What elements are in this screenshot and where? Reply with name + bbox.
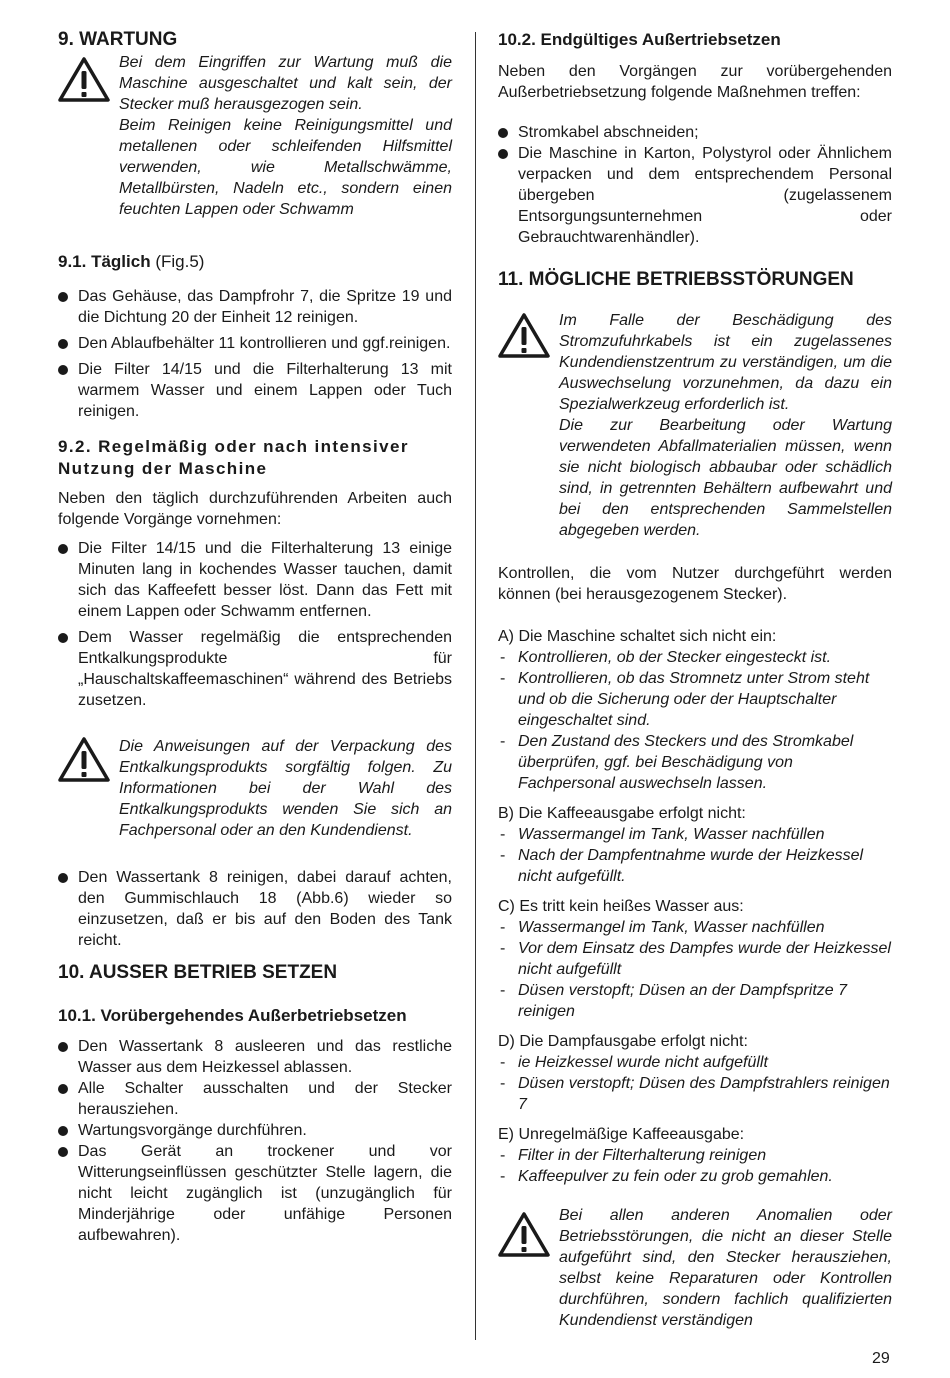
fault-label: E) Unregelmäßige Kaffeeausgabe: (498, 1126, 745, 1143)
fault-group-c (498, 896, 892, 1022)
list-item: Die Maschine in Karton, Polystyrol oder Ähnlichem verpacken und dem entsprechendem Personal übergeben (zugelassenem Entsorgungsunternehmen oder Gebrauchtwarenhändler). (498, 143, 892, 248)
section-9-title: 9. WARTUNG (58, 29, 178, 50)
fault-group-e (498, 1124, 892, 1187)
section-10-2-title: 10.2. Endgültiges Außertriebsetzen (498, 30, 781, 49)
fault-group-d (498, 1031, 892, 1115)
list-item: Dem Wasser regelmäßig die entsprechenden Entkalkungsprodukte für „Hauschaltskaffeemaschinen“ während des Betriebs zusetzen. (58, 627, 452, 711)
figure-reference: (Fig.5) (150, 252, 205, 271)
list-item: - Filter in der Filterhalterung reinigen (498, 1145, 892, 1166)
fault-label: C) Es tritt kein heißes Wasser aus: (498, 898, 744, 915)
section-10-1-title: 10.1. Vorübergehendes Außerbetriebsetzen (58, 1006, 407, 1025)
list-item: Den Wassertank 8 reinigen, dabei darauf achten, den Gummischlauch 18 (Abb.6) wieder so einzusetzen, daß er bis auf den Boden des Tank reicht. (58, 867, 452, 951)
list-item: Wartungsvorgänge durchführen. (58, 1120, 452, 1141)
list-item: - Vor dem Einsatz des Dampfes wurde der Heizkessel nicht aufgefüllt (498, 938, 892, 980)
section-11-intro: Kontrollen, die vom Nutzer durchgeführt werden können (bei herausgezogenem Stecker). (498, 565, 892, 603)
list-item: Die Filter 14/15 und die Filterhalterung 13 einige Minuten lang in kochendes Wasser tauchen, damit sich das Kaffeefett besser löst. Dann das Fett mit einem Lappen oder Schwamm entfernen. (58, 538, 452, 622)
list-item: Stromkabel abschneiden; (498, 122, 892, 143)
list-item: - Nach der Dampfentnahme wurde der Heizkessel nicht aufgefüllt. (498, 845, 892, 887)
fault-label: B) Die Kaffeeausgabe erfolgt nicht: (498, 805, 746, 822)
descaling-warning (58, 736, 452, 841)
warning-text: Im Falle der Beschädigung des Stromzufuhrkabels ist ein zugelassenes Kundendienstzentrum zu verständigen, um die Auswechselung vorzunehmen, da dazu ein Spezialwerkzeug erforderlich ist. (559, 312, 892, 413)
left-column (58, 28, 452, 1246)
daily-list (58, 286, 452, 422)
list-item: Das Gerät an trockener und vor Witterungseinflüssen geschützter Stelle lagern, die nicht leicht zugänglich ist (unzugänglich für Minderjährige oder unfähige Personen aufbewahren). (58, 1141, 452, 1246)
right-column (498, 28, 892, 1331)
fault-label: A) Die Maschine schaltet sich nicht ein: (498, 628, 777, 645)
fault-list (498, 917, 892, 1022)
list-item: - Wassermangel im Tank, Wasser nachfüllen (498, 917, 892, 938)
warning-text: Beim Reinigen keine Reinigungsmittel und metallenen oder schleifenden Hilfsmittel verwenden, wie Metallschwämme, Metallbürsten, Nadeln etc., sondern einen feuchten Lappen oder Schwamm (119, 117, 452, 218)
final-shutdown-list (498, 122, 892, 248)
section-11-title: 11. MÖGLICHE BETRIEBSSTÖRUNGEN (498, 269, 854, 290)
list-item: Die Filter 14/15 und die Filterhalterung 13 mit warmem Wasser und einem Lappen oder Tuch reinigen. (58, 359, 452, 422)
section-10-2-intro: Neben den Vorgängen zur vorübergehenden Außerbetriebsetzung folgende Maßnehmen treffen: (498, 63, 892, 101)
temporary-shutdown-list (58, 1036, 452, 1246)
fault-list (498, 1052, 892, 1115)
list-item: Den Ablaufbehälter 11 kontrollieren und ggf.reinigen. (58, 333, 452, 354)
fault-list (498, 647, 892, 794)
list-item: - Düsen verstopft; Düsen an der Dampfspritze 7 reinigen (498, 980, 892, 1022)
list-item: - Wassermangel im Tank, Wasser nachfüllen (498, 824, 892, 845)
section-9-2-intro: Neben den täglich durchzuführenden Arbeiten auch folgende Vorgänge vornehmen: (58, 490, 452, 528)
section-9-1-title (58, 251, 452, 273)
list-item: - Kaffeepulver zu fein oder zu grob gemahlen. (498, 1166, 892, 1187)
periodic-list (58, 538, 452, 711)
fault-label: D) Die Dampfausgabe erfolgt nicht: (498, 1033, 748, 1050)
tank-list (58, 867, 452, 951)
list-item: - Düsen verstopft; Düsen des Dampfstrahlers reinigen 7 (498, 1073, 892, 1115)
list-item: - ie Heizkessel wurde nicht aufgefüllt (498, 1052, 892, 1073)
fault-group-a (498, 626, 892, 794)
warning-text: Bei dem Eingriffen zur Wartung muß die Maschine ausgeschaltet und kalt sein, der Stecker muß herausgezogen sein. (119, 54, 452, 113)
list-item: Den Wassertank 8 ausleeren und das restliche Wasser aus dem Heizkessel ablassen. (58, 1036, 452, 1078)
maintenance-warning (58, 52, 452, 220)
final-warning (498, 1205, 892, 1331)
list-item: Das Gehäuse, das Dampfrohr 7, die Spritze 19 und die Dichtung 20 der Einheit 12 reinigen. (58, 286, 452, 328)
fault-list (498, 824, 892, 887)
warning-text: Bei allen anderen Anomalien oder Betriebsstörungen, die nicht an dieser Stelle aufgeführt sind, den Stecker herausziehen, selbst keine Reparaturen oder Kontrollen durchführen, sondern fachlich qualifizierten Kundendienst verständigen (559, 1207, 892, 1329)
warning-text: Die zur Bearbeitung oder Wartung verwendeten Abfallmaterialien müssen, wenn sie nicht biologisch abbaubar oder schädlich sind, in getrennten Behältern aufbewahrt und bei den entsprechenden Sammelstellen abgegeben werden. (559, 417, 892, 539)
section-10-title: 10. AUSSER BETRIEB SETZEN (58, 962, 338, 983)
fault-list (498, 1145, 892, 1187)
column-divider (475, 32, 476, 1340)
warning-icon (58, 736, 110, 782)
fault-group-b (498, 803, 892, 887)
repair-warning (498, 310, 892, 541)
list-item: - Kontrollieren, ob das Stromnetz unter Strom steht und ob die Sicherung oder der Hauptschalter eingeschaltet sind. (498, 668, 892, 731)
warning-icon (498, 312, 550, 358)
section-9-2-title: 9.2. Regelmäßig oder nach intensiver Nutzung der Maschine (58, 437, 409, 478)
page-number: 29 (872, 1350, 890, 1367)
list-item: - Den Zustand des Steckers und des Stromkabel überprüfen, ggf. bei Beschädigung von Fachpersonal auswechseln lassen. (498, 731, 892, 794)
list-item: - Kontrollieren, ob der Stecker eingesteckt ist. (498, 647, 892, 668)
section-9-1-heading: 9.1. Täglich (58, 252, 151, 271)
warning-icon (498, 1211, 550, 1257)
list-item: Alle Schalter ausschalten und der Stecker herausziehen. (58, 1078, 452, 1120)
warning-icon (58, 56, 110, 102)
warning-text: Die Anweisungen auf der Verpackung des Entkalkungsprodukts sorgfältig folgen. Zu Informationen bei der Wahl des Entkalkungsprodukts wenden Sie sich an Fachpersonal oder an den Kundendienst. (119, 738, 452, 839)
